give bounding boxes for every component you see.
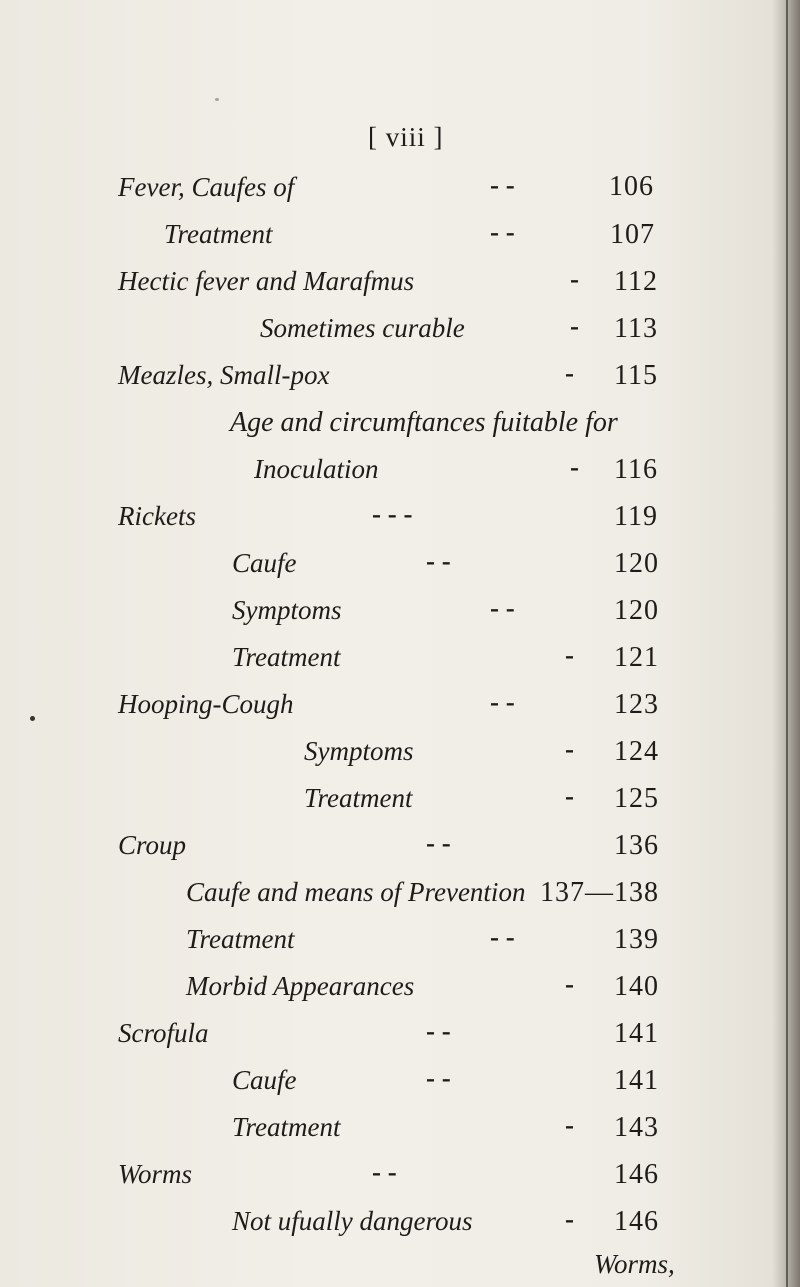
leader-dashes: - xyxy=(565,969,574,999)
index-entry-label: Rickets xyxy=(118,501,196,531)
leader-dashes: - - xyxy=(490,687,515,717)
index-entry-page: 113 xyxy=(614,313,658,344)
leader-dashes: - xyxy=(565,781,574,811)
index-entry-page: 119 xyxy=(614,501,658,532)
leader-dashes: - xyxy=(570,452,579,482)
index-entry-page: 143 xyxy=(614,1112,659,1143)
leader-dashes: - xyxy=(565,358,574,388)
index-entry-label: Caufe and means of Prevention xyxy=(186,877,526,907)
index-entry-page: 146 xyxy=(614,1206,659,1237)
leader-dashes: - - xyxy=(490,217,515,247)
index-entry-page: 120 xyxy=(614,548,659,579)
index-entry-label: Age and circumftances fuitable for xyxy=(230,407,618,438)
page-edge-line xyxy=(786,0,788,1287)
catchword: Worms, xyxy=(594,1249,675,1279)
index-entry-page: 137—138 xyxy=(540,877,659,908)
index-entry-page: 136 xyxy=(614,830,659,861)
index-entry-label: Caufe xyxy=(232,548,297,578)
paper-speck xyxy=(30,716,35,721)
index-entry-label: Not ufually dangerous xyxy=(232,1206,473,1236)
leader-dashes: - - xyxy=(426,546,451,576)
index-entry-page: 120 xyxy=(614,595,659,626)
leader-dashes: - - - xyxy=(372,499,413,529)
index-entry-page: 124 xyxy=(614,736,659,767)
paper-speck xyxy=(215,98,219,101)
leader-dashes: - - xyxy=(426,1063,451,1093)
index-entry-page: 112 xyxy=(614,266,658,297)
leader-dashes: - - xyxy=(490,922,515,952)
index-entry-label: Scrofula xyxy=(118,1018,209,1048)
index-entry-label: Sometimes curable xyxy=(260,313,465,343)
leader-dashes: - xyxy=(565,1204,574,1234)
page-folio: [ viii ] xyxy=(368,122,444,152)
index-entry-label: Fever, Caufes of xyxy=(118,172,295,202)
index-entry-page: 141 xyxy=(614,1018,659,1049)
leader-dashes: - - xyxy=(426,1016,451,1046)
index-entry-label: Meazles, Small-pox xyxy=(118,360,330,390)
leader-dashes: - xyxy=(565,640,574,670)
leader-dashes: - - xyxy=(372,1157,397,1187)
index-entry-label: Inoculation xyxy=(254,454,379,484)
index-entry-label: Worms xyxy=(118,1159,193,1189)
index-entry-label: Treatment xyxy=(186,924,295,954)
index-entry-label: Caufe xyxy=(232,1065,297,1095)
leader-dashes: - - xyxy=(490,593,515,623)
leader-dashes: - xyxy=(570,264,579,294)
index-entry-page: 146 xyxy=(614,1159,659,1190)
index-entry-page: 139 xyxy=(614,924,659,955)
index-entry-label: Symptoms xyxy=(304,736,414,766)
index-entry-label: Treatment xyxy=(232,642,341,672)
index-entry-label: Morbid Appearances xyxy=(186,971,415,1001)
index-entry-label: Hooping-Cough xyxy=(118,689,294,719)
leader-dashes: - xyxy=(565,734,574,764)
index-entry-page: 121 xyxy=(614,642,659,673)
index-entry-page: 125 xyxy=(614,783,659,814)
index-entry-label: Hectic fever and Marafmus xyxy=(118,266,415,296)
leader-dashes: - xyxy=(565,1110,574,1140)
index-entry-label: Treatment xyxy=(232,1112,341,1142)
index-entry-page: 123 xyxy=(614,689,659,720)
index-entry-label: Croup xyxy=(118,830,187,860)
index-entry-page: 115 xyxy=(614,360,658,391)
index-entry-label: Treatment xyxy=(304,783,413,813)
index-entry-label: Symptoms xyxy=(232,595,342,625)
leader-dashes: - - xyxy=(490,170,515,200)
leader-dashes: - xyxy=(570,311,579,341)
index-entry-page: 107 xyxy=(610,219,655,250)
index-entry-page: 116 xyxy=(614,454,658,485)
index-entry-page: 106 xyxy=(609,171,654,202)
index-entry-page: 140 xyxy=(614,971,659,1002)
leader-dashes: - - xyxy=(426,828,451,858)
index-entry-page: 141 xyxy=(614,1065,659,1096)
index-entry-label: Treatment xyxy=(164,219,273,249)
